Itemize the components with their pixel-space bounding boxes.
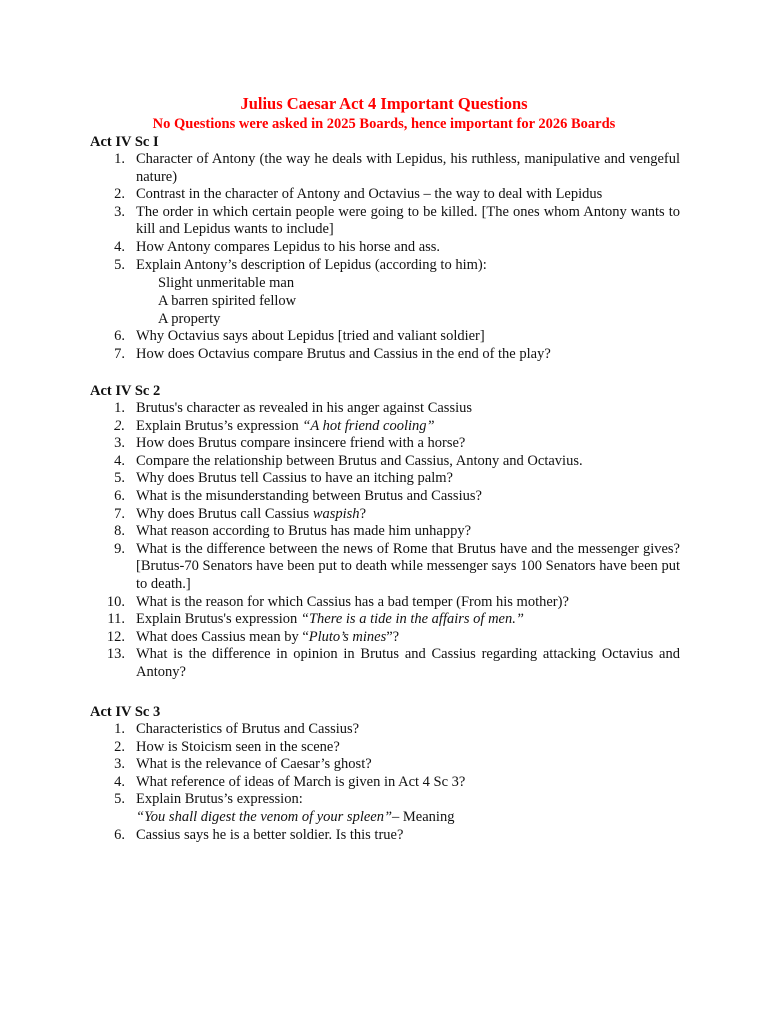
list-item xyxy=(90,470,680,488)
section-act4-sc2 xyxy=(90,382,680,682)
question-list xyxy=(90,721,680,844)
item-number: 3. xyxy=(114,435,125,452)
item-text: How does Brutus compare insincere friend with a horse? xyxy=(136,435,466,452)
item-number: 2. xyxy=(114,186,125,203)
item-number: 10. xyxy=(106,593,125,610)
item-number: 6. xyxy=(114,487,125,504)
question-list xyxy=(90,400,680,682)
item-number: 12. xyxy=(106,628,125,645)
list-item xyxy=(90,400,680,418)
item-text: Explain Brutus’s expression xyxy=(136,417,303,434)
section-act4-sc3 xyxy=(90,703,680,844)
item-text: What is the misunderstanding between Brutus and Cassius? xyxy=(136,487,482,504)
list-item xyxy=(90,827,680,845)
item-number: 6. xyxy=(114,826,125,843)
item-quote: “There is a tide in the affairs of men.” xyxy=(300,611,524,628)
list-item xyxy=(90,774,680,792)
list-item xyxy=(90,756,680,774)
item-text: Contrast in the character of Antony and Octavius – the way to deal with Lepidus xyxy=(136,186,603,203)
item-text-post: – Meaning xyxy=(392,808,455,825)
item-text: What is the reason for which Cassius has a bad temper (From his mother)? xyxy=(136,593,569,610)
item-text: What is the difference between the news of Rome that Brutus have and the messenger gives? [Brutus-70 Senators have been put to death while messenger says 100 Senators have been put to death.] xyxy=(136,540,680,592)
item-text: Compare the relationship between Brutus and Cassius, Antony and Octavius. xyxy=(136,452,583,469)
list-item xyxy=(90,435,680,453)
quote-line xyxy=(136,809,680,827)
item-number: 9. xyxy=(114,540,125,557)
item-number: 5. xyxy=(114,791,125,808)
item-text: Explain Brutus’s expression: xyxy=(136,791,303,808)
list-item xyxy=(90,453,680,471)
list-item xyxy=(90,541,680,594)
item-text: Explain Antony’s description of Lepidus (according to him): xyxy=(136,256,487,273)
list-item xyxy=(90,239,680,257)
item-text: Character of Antony (the way he deals with Lepidus, his ruthless, manipulative and vengeful nature) xyxy=(136,151,680,185)
item-text: How is Stoicism seen in the scene? xyxy=(136,738,340,755)
item-number: 3. xyxy=(114,203,125,220)
item-number: 5. xyxy=(114,470,125,487)
item-number: 1. xyxy=(114,400,125,416)
item-number: 1. xyxy=(114,151,125,167)
item-text: How Antony compares Lepidus to his horse and ass. xyxy=(136,238,441,255)
item-text: What reason according to Brutus has made him unhappy? xyxy=(136,523,472,540)
item-text: Explain Brutus's expression xyxy=(136,611,301,628)
document-subtitle: No Questions were asked in 2025 Boards, hence important for 2026 Boards xyxy=(152,116,616,132)
item-text: How does Octavius compare Brutus and Cassius in the end of the play? xyxy=(136,345,551,362)
list-item xyxy=(90,629,680,647)
item-text: Brutus's character as revealed in his anger against Cassius xyxy=(136,400,473,416)
item-text-post: ? xyxy=(359,505,366,522)
document-title: Julius Caesar Act 4 Important Questions xyxy=(240,94,528,113)
item-number: 1. xyxy=(114,721,125,737)
item-quote: Pluto’s mines xyxy=(308,628,387,645)
list-item xyxy=(90,488,680,506)
item-quote: waspish xyxy=(312,505,360,522)
item-text: Why does Brutus tell Cassius to have an itching palm? xyxy=(136,470,453,487)
item-number: 4. xyxy=(114,238,125,255)
item-text: What does Cassius mean by “ xyxy=(136,628,309,645)
sub-line: Slight unmeritable man xyxy=(158,275,295,292)
list-item xyxy=(90,506,680,524)
item-number: 3. xyxy=(114,756,125,773)
item-quote: “You shall digest the venom of your spleen” xyxy=(136,808,393,825)
list-item xyxy=(90,151,680,186)
section-act4-sc1 xyxy=(90,133,680,363)
list-item xyxy=(90,204,680,239)
item-number: 2. xyxy=(114,417,125,434)
section-heading: Act IV Sc 2 xyxy=(90,383,161,399)
item-text: What is the relevance of Caesar’s ghost? xyxy=(136,756,372,773)
list-item xyxy=(90,791,680,826)
item-text: Why does Brutus call Cassius xyxy=(136,505,313,522)
list-item xyxy=(90,523,680,541)
question-list xyxy=(90,151,680,363)
item-text-post: ”? xyxy=(386,628,400,645)
section-heading: Act IV Sc I xyxy=(90,134,159,150)
list-item xyxy=(90,721,680,739)
item-number: 13. xyxy=(106,646,125,663)
item-text: What reference of ideas of March is given in Act 4 Sc 3? xyxy=(136,773,466,790)
item-text: What is the difference in opinion in Brutus and Cassius regarding attacking Octavius and Antony? xyxy=(136,646,680,680)
list-item xyxy=(90,739,680,757)
list-item xyxy=(90,611,680,629)
item-number: 7. xyxy=(114,345,125,362)
item-text: The order in which certain people were going to be killed. [The ones whom Antony wants to kill and Lepidus wants to include] xyxy=(136,203,680,238)
item-text: Why Octavius says about Lepidus [tried and valiant soldier] xyxy=(136,328,485,345)
section-heading: Act IV Sc 3 xyxy=(90,704,161,720)
item-text: Cassius says he is a better soldier. Is this true? xyxy=(136,826,404,843)
item-text: Characteristics of Brutus and Cassius? xyxy=(136,721,360,737)
item-number: 5. xyxy=(114,256,125,273)
list-item xyxy=(90,594,680,612)
list-item xyxy=(90,186,680,204)
list-item xyxy=(90,418,680,436)
sub-line: A barren spirited fellow xyxy=(158,293,297,310)
list-item xyxy=(90,646,680,681)
item-quote: “A hot friend cooling” xyxy=(302,417,435,434)
item-number: 2. xyxy=(114,738,125,755)
item-number: 11. xyxy=(107,611,125,628)
item-number: 6. xyxy=(114,328,125,345)
sub-line: A property xyxy=(158,311,221,328)
list-item xyxy=(90,257,680,329)
item-number: 7. xyxy=(114,505,125,522)
item-number: 4. xyxy=(114,773,125,790)
item-number: 8. xyxy=(114,523,125,540)
item-number: 4. xyxy=(114,452,125,469)
list-item xyxy=(90,346,680,364)
list-item xyxy=(90,328,680,346)
